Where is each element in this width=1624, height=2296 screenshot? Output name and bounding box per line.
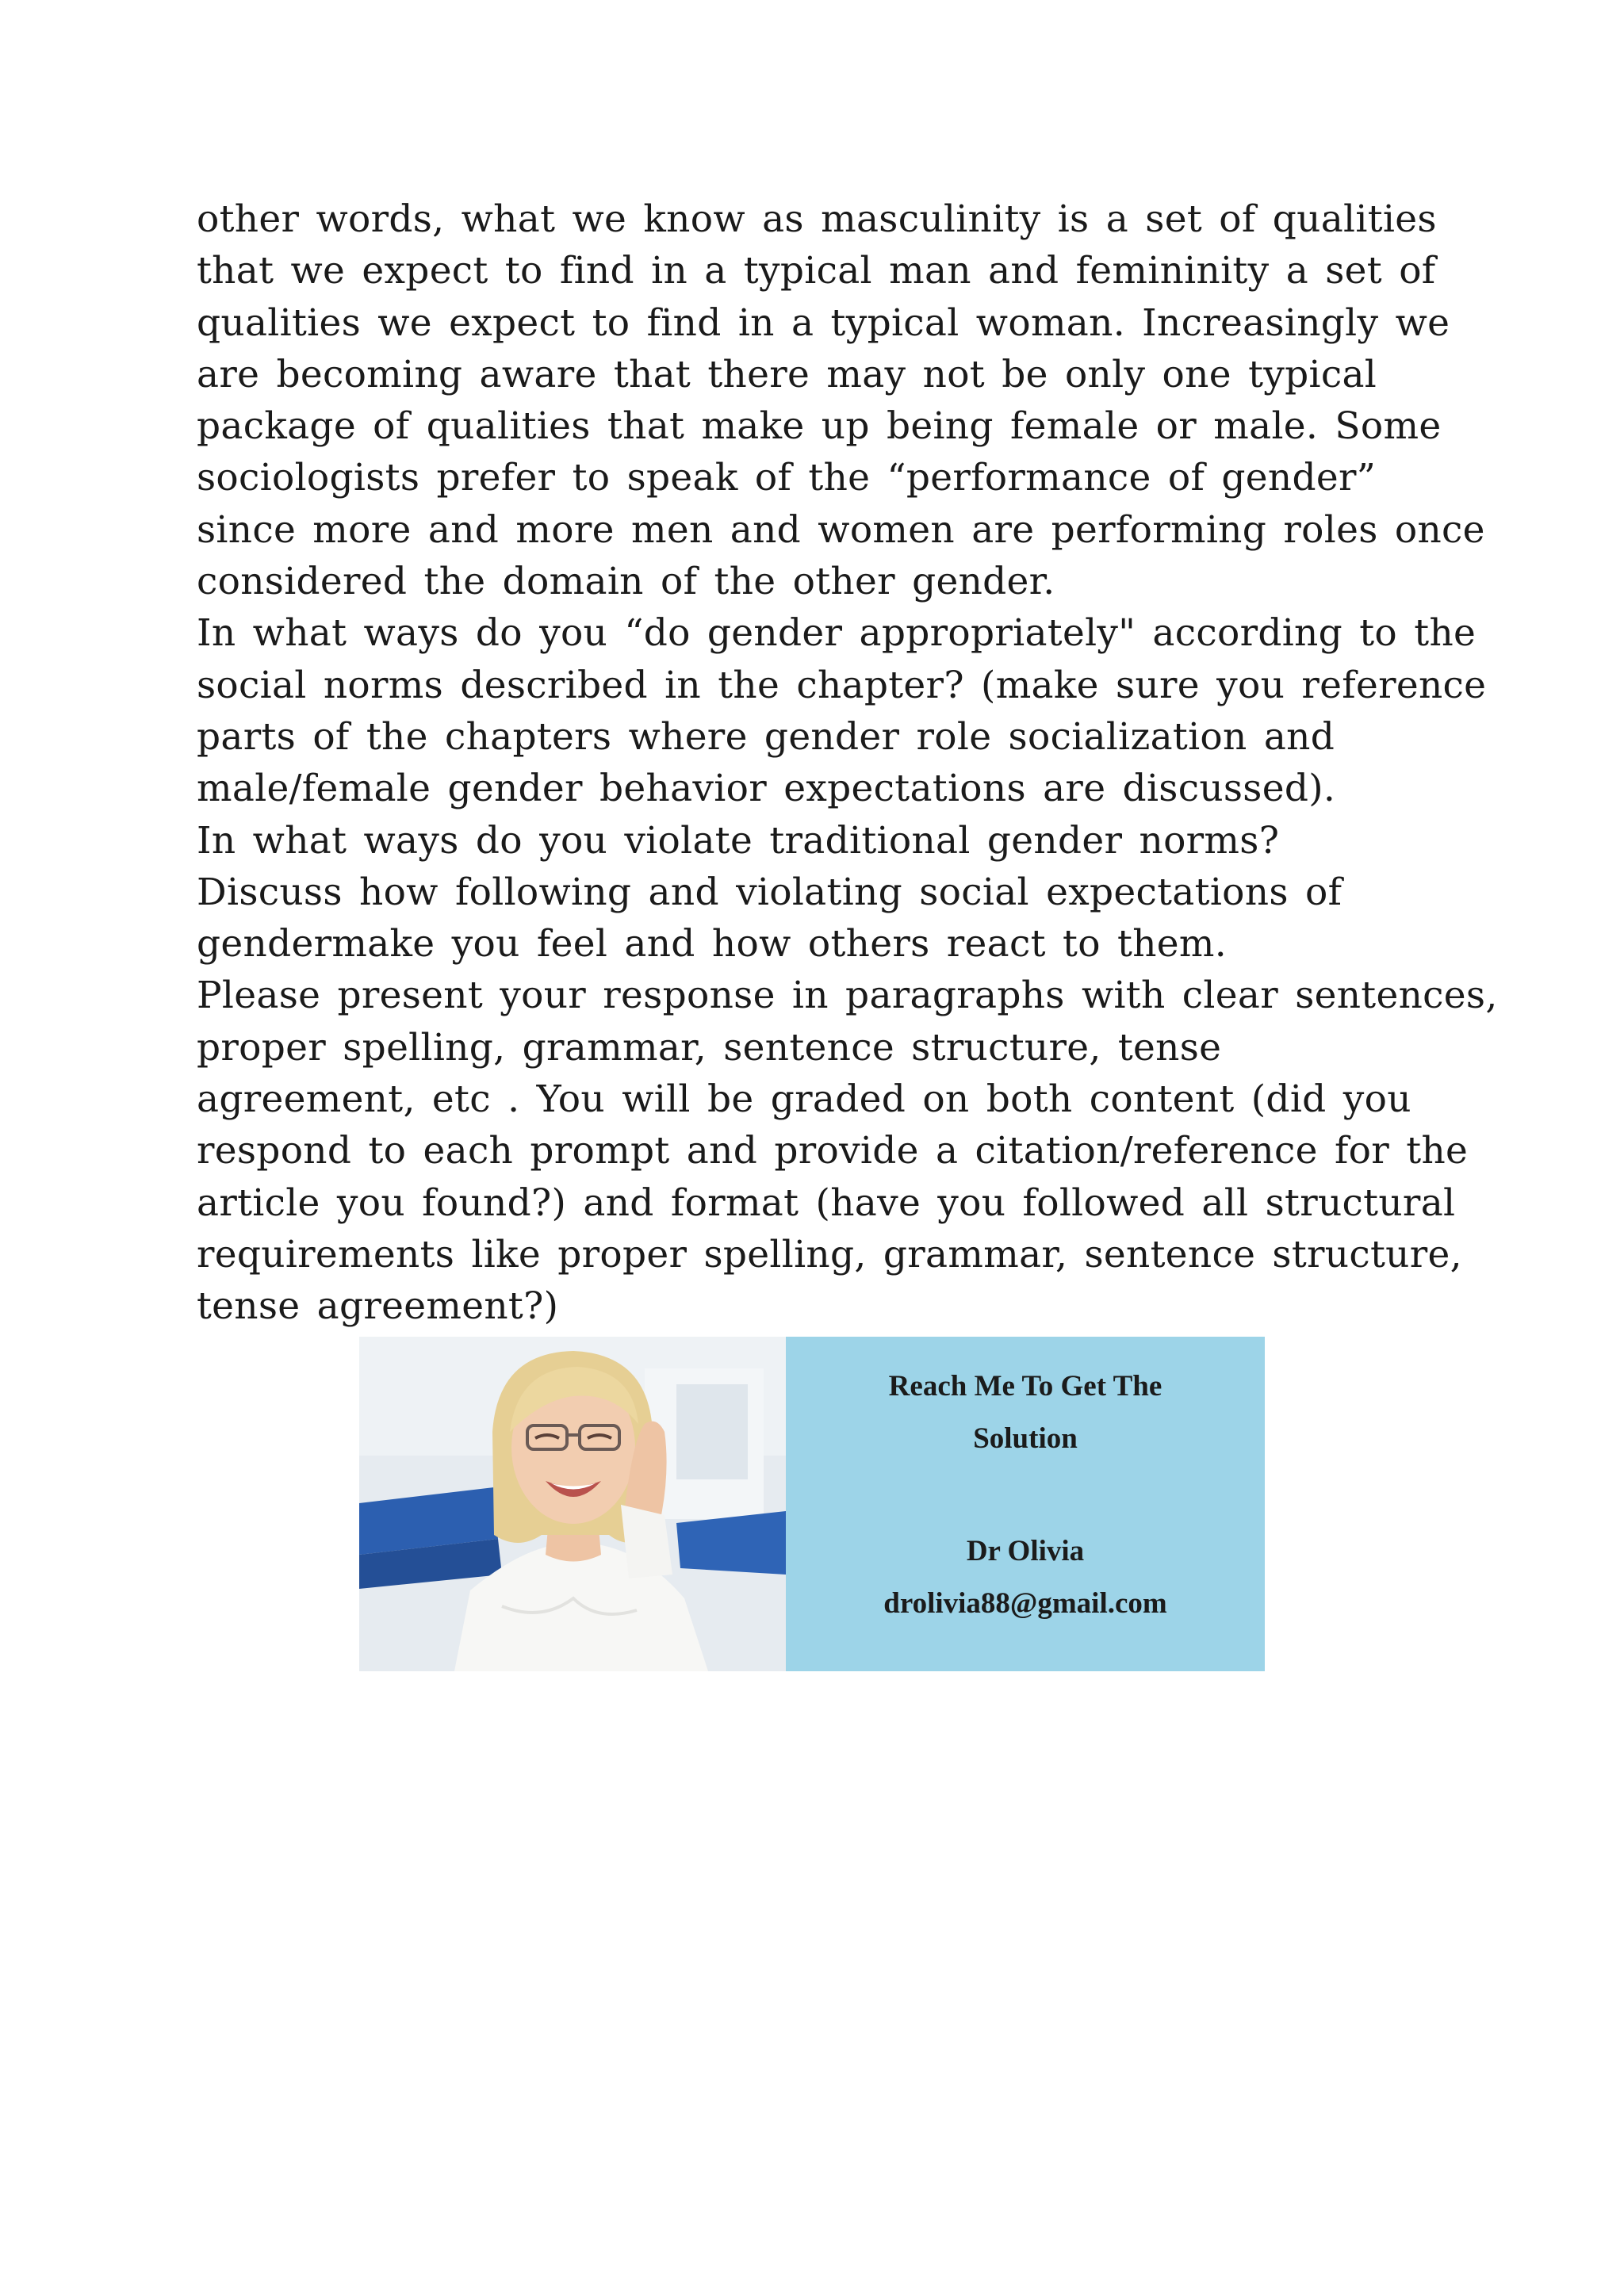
text-line: Please present your response in paragraphs with clear sentences, [197,974,1498,1018]
text-line: respond to each prompt and provide a citation/reference for the [197,1129,1469,1173]
text-line: agreement, etc . You will be graded on both content (did you [197,1077,1411,1122]
text-line: sociologists prefer to speak of the “performance of gender” [197,456,1377,500]
body-text [197,193,1513,1333]
contact-name: Dr Olivia [966,1535,1085,1567]
contact-banner [359,1337,1265,1671]
contact-details [786,1525,1265,1630]
text-line: article you found?) and format (have you followed all structural [197,1181,1456,1225]
text-line: Discuss how following and violating social expectations of [197,870,1342,914]
text-line: requirements like proper spelling, grammar, sentence structure, [197,1232,1462,1276]
text-line: are becoming aware that there may not be only one typical [197,352,1377,396]
text-line: package of qualities that make up being female or male. Some [197,404,1442,449]
text-line: considered the domain of the other gender. [197,560,1055,604]
text-line: male/female gender behavior expectations are discussed). [197,767,1336,811]
smiling-woman-photo-icon [359,1337,786,1671]
text-line: parts of the chapters where gender role socialization and [197,714,1335,759]
text-line: In what ways do you “do gender appropriately" according to the [197,611,1477,656]
text-line: other words, what we know as masculinity is a set of qualities [197,197,1437,241]
headline-line: Reach Me To Get The [888,1370,1162,1402]
contact-info-panel [786,1337,1265,1671]
contact-email: drolivia88@gmail.com [883,1587,1167,1620]
text-line: social norms described in the chapter? (make sure you reference [197,663,1487,707]
text-line: since more and more men and women are performing roles once [197,507,1485,552]
headline-line: Solution [973,1422,1078,1455]
call-to-action-heading [786,1360,1265,1465]
text-line: tense agreement?) [197,1284,559,1329]
text-line: In what ways do you violate traditional gender norms? [197,818,1280,863]
text-line: that we expect to find in a typical man and femininity a set of [197,249,1436,293]
text-line: gendermake you feel and how others react to them. [197,922,1228,966]
text-line: qualities we expect to find in a typical woman. Increasingly we [197,300,1450,345]
text-line: proper spelling, grammar, sentence structure, tense [197,1025,1222,1070]
